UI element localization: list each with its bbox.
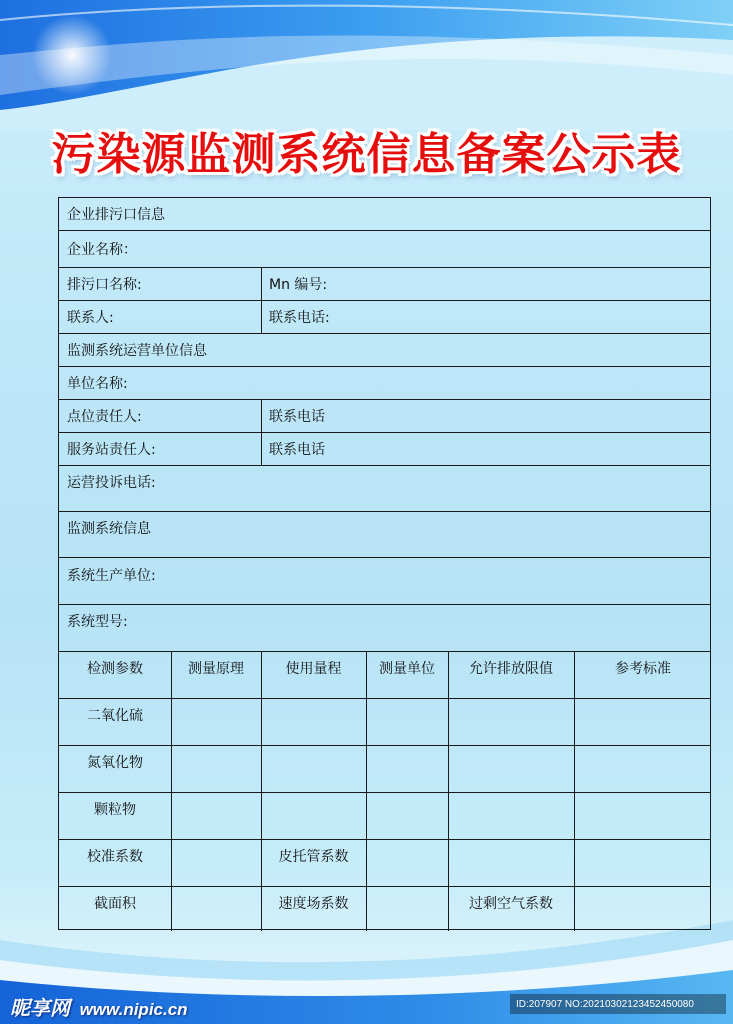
enterprise-name-label: 企业名称：	[67, 241, 137, 258]
system-model-label: 系统型号:	[67, 613, 128, 630]
logo-url: www.nipic.cn	[79, 1000, 188, 1019]
header-unit: 测量单位	[379, 660, 435, 677]
registration-form-table	[58, 197, 711, 930]
site-responsible-label: 点位责任人:	[67, 408, 142, 425]
header-principle: 测量原理	[188, 660, 244, 677]
mn-number-label: Mn 编号:	[269, 276, 328, 293]
section-operator-info: 监测系统运营单位信息	[67, 342, 207, 359]
pitot-coefficient-label: 皮托管系数	[278, 848, 349, 865]
param-cross-section: 截面积	[94, 895, 136, 912]
param-so2: 二氧化硫	[87, 707, 143, 724]
outlet-name-label: 排污口名称:	[67, 276, 142, 293]
image-id-badge: ID:207907 NO:20210302123452450080	[510, 994, 726, 1014]
station-phone-label: 联系电话	[269, 441, 325, 458]
header-standard: 参考标准	[615, 660, 671, 677]
param-nox: 氮氧化物	[87, 754, 143, 771]
station-responsible-label: 服务站责任人:	[67, 441, 156, 458]
page-title: 污染源监测系统信息备案公示表	[51, 129, 682, 180]
logo-text: 昵享网	[10, 998, 70, 1020]
header-wave-decoration	[0, 0, 733, 130]
excess-air-label: 过剩空气系数	[469, 895, 553, 912]
contact-person-label: 联系人:	[67, 309, 114, 326]
velocity-field-label: 速度场系数	[278, 895, 349, 912]
watermark-logo	[10, 992, 188, 1021]
header-limit: 允许排放限值	[469, 660, 553, 677]
param-calibration: 校准系数	[87, 848, 143, 865]
section-enterprise-outlet: 企业排污口信息	[67, 207, 165, 223]
system-manufacturer-label: 系统生产单位:	[67, 567, 156, 584]
header-range: 使用量程	[285, 660, 342, 677]
contact-phone-label: 联系电话:	[269, 309, 330, 326]
section-monitoring-system: 监测系统信息	[67, 520, 151, 537]
param-particulate: 颗粒物	[94, 801, 136, 818]
header-param: 检测参数	[87, 660, 143, 677]
complaint-phone-label: 运营投诉电话:	[67, 474, 156, 491]
site-phone-label: 联系电话	[269, 408, 325, 425]
unit-name-label: 单位名称:	[67, 375, 128, 392]
